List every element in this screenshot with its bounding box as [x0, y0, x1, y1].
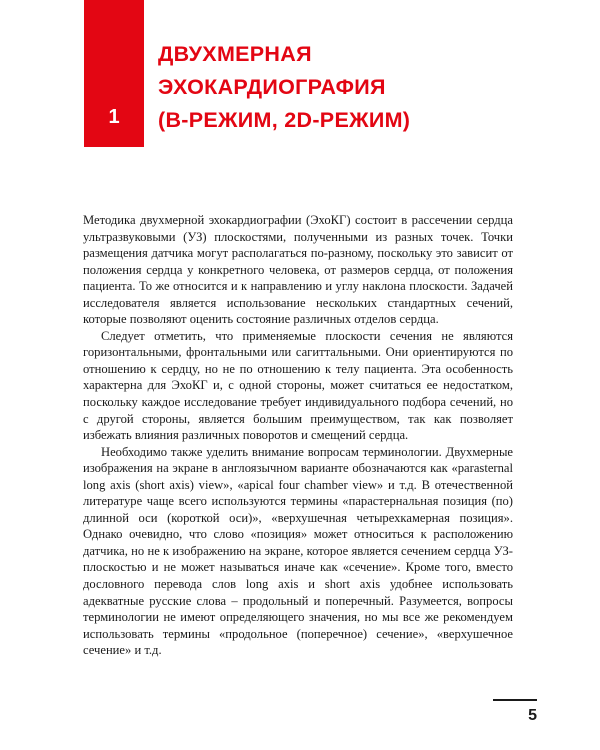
footer-rule	[493, 699, 537, 701]
paragraph-terminology: Необходимо также уделить внимание вопросам терминологии. Двухмерные изображения на экране в англоязычном варианте обозначаются как «parasternal long axis (short axis) view», «apical four chamber view» и т.д. В отечественной литературе чаще всего используются термины «парастернальная позиция (по) длинной оси (короткой оси)», «верхушечная четырехкамерная позиция». Однако очевидно, что слово «позиция» может относиться к расположению датчика, но не к изображению на экране, которое является сечением сердца УЗ-плоскостью и не может называться иначе как «сечение». Кроме того, вместо дословного перевода слов long axis и short axis удобнее использовать адекватные русские слова – продольный и поперечный. Разумеется, вопросы терминологии не имеют определяющего значения, но мы все же рекомендуем использовать термины «продольное (поперечное) сечение», «верхушечное сечение» и т.д.	[83, 444, 513, 658]
page-number: 5	[528, 707, 537, 724]
paragraph-methodology: Методика двухмерной эхокардиографии (ЭхоКГ) состоит в рассечении сердца ультразвуковыми (УЗ) плоскостями, полученными из разных точек. Точки размещения датчика могут располагаться по-разному, поскольку это зависит от положения сердца у конкретного человека, от размеров сердца, от положения пациента. То же относится и к направлению и углу наклона плоскости. Задачей исследователя является использование нескольких стандартных сечений, которые позволяют оценить состояние различных отделов сердца.	[83, 213, 513, 327]
chapter-title	[158, 38, 558, 137]
chapter-title-line: (B-РЕЖИМ, 2D-РЕЖИМ)	[158, 108, 411, 132]
paragraph-orientation: Следует отметить, что применяемые плоскости сечения не являются горизонтальными, фронтальными или сагиттальными. Они ориентируются по отношению к сердцу, но не по отношению к телу пациента. Эта особенность характерна для ЭхоКГ и, с одной стороны, может считаться ее недостатком, поскольку каждое исследование требует индивидуального подбора сечений, но с другой стороны, является большим преимуществом, так как позволяет избежать влияния различных поворотов и смещений сердца.	[83, 328, 513, 443]
body-text	[83, 212, 513, 659]
chapter-number: 1	[108, 106, 120, 128]
chapter-number-box	[84, 0, 144, 147]
chapter-title-line: ДВУХМЕРНАЯ	[158, 42, 312, 66]
chapter-title-line: ЭХОКАРДИОГРАФИЯ	[158, 75, 386, 99]
